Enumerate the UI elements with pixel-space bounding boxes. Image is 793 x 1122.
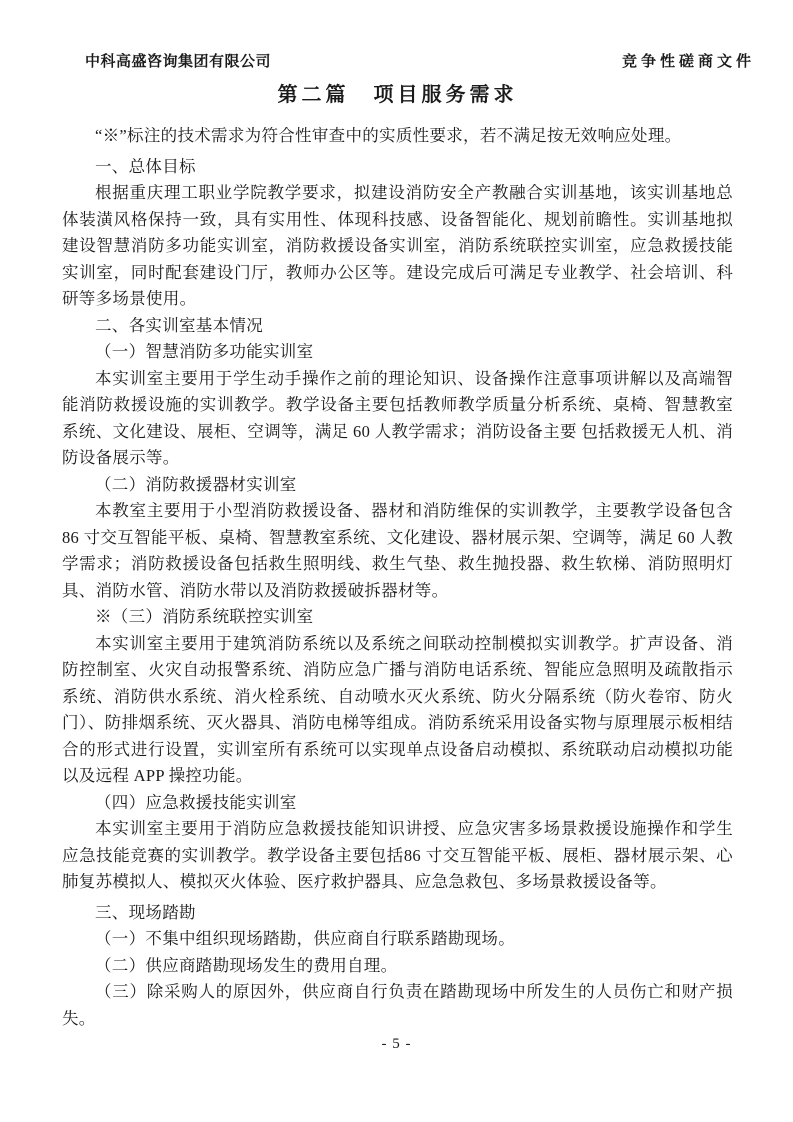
section-3-item-1: （一）不集中组织现场踏勘，供应商自行联系踏勘现场。 bbox=[95, 929, 515, 948]
page-number: - 5 - bbox=[381, 1036, 412, 1052]
section-2-2-heading: （二）消防救援器材实训室 bbox=[95, 474, 297, 494]
section-2-3-heading: ※（三）消防系统联控实训室 bbox=[95, 607, 314, 626]
section-3-heading: 三、现场踏勘 bbox=[95, 902, 196, 922]
note-substantive-requirements: “※”标注的技术需求为符合性审查中的实质性要求，若不满足按无效响应处理。 bbox=[95, 126, 682, 145]
page-header bbox=[62, 50, 755, 71]
header-document-type: 竞争性磋商文件 bbox=[621, 54, 755, 70]
section-2-1-body: 本实训室主要用于学生动手操作之前的理论知识、设备操作注意事项讲解以及高端智能消防救援设施的实训教学。教学设备主要包括教师教学质量分析系统、桌椅、智慧教室系统、文化建设、展柜、空调等，满足 60 人教学需求；消防设备主要 包括救援无人机、消防设备展示等。 bbox=[62, 368, 733, 467]
section-2-heading: 二、各实训室基本情况 bbox=[95, 315, 263, 335]
section-2-4-body: 本实训室主要用于消防应急救援技能知识讲授、应急灾害多场景救援设施操作和学生应急技能竞赛的实训教学。教学设备主要包括86 寸交互智能平板、展柜、器材展示架、心 肺复苏模拟人、模拟灭火体验、医疗救护器具、应急急救包、多场景救援设备等。 bbox=[62, 819, 733, 891]
document-body bbox=[62, 123, 733, 1032]
section-1-heading: 一、总体目标 bbox=[95, 156, 196, 176]
header-company-name: 中科高盛咨询集团有限公司 bbox=[85, 54, 272, 70]
section-2-2-body: 本教室主要用于小型消防救援设备、器材和消防维保的实训教学，主要教学设备包含86 寸交互智能平板、桌椅、智慧教室系统、文化建设、器材展示架、空调等，满足 60 人教学需求；消防救援设备包括救生照明线、救生气垫、救生抛投器、救生软梯、消防照明灯具、消防水管、消防水带以及消防救援破拆器材等。 bbox=[62, 501, 733, 600]
section-2-4-heading: （四）应急救援技能实训室 bbox=[95, 792, 297, 812]
page-title: 第二篇 项目服务需求 bbox=[277, 84, 518, 106]
section-3-item-2: （二）供应商踏勘现场发生的费用自理。 bbox=[95, 955, 398, 975]
section-1-body: 根据重庆理工职业学院教学要求，拟建设消防安全产教融合实训基地，该实训基地总体装潢风格保持一致，具有实用性、体现科技感、设备智能化、规划前瞻性。实训基地拟建设智慧消防多功能实训室，消防救援设备实训室，消防系统联控实训室，应急救援技能实训室，同时配套建设门厅，教师办公区等。建设完成后可满足专业教学、社会培训、科研等多场景使用。 bbox=[62, 183, 733, 308]
section-2-3-body: 本实训室主要用于建筑消防系统以及系统之间联动控制模拟实训教学。扩声设备、消防控制室、火灾自动报警系统、消防应急广播与消防电话系统、智能应急照明及疏散指示系统、消防供水系统、消火栓系统、自动喷水灭火系统、防火分隔系统（防火卷帘、防火门）、防排烟系统、灭火器具、消防电梯等组成。消防系统采用设备实物与原理展示板相结合的形式进行设置，实训室所有系统可以实现单点设备启动模拟、系统联动启动模拟功能以及远程 APP 操控功能。 bbox=[62, 633, 733, 785]
section-2-1-heading: （一）智慧消防多功能实训室 bbox=[95, 342, 314, 361]
section-3-item-3: （三）除采购人的原因外，供应商自行负责在踏勘现场中所发生的人员伤亡和财产损失。 bbox=[62, 982, 733, 1028]
